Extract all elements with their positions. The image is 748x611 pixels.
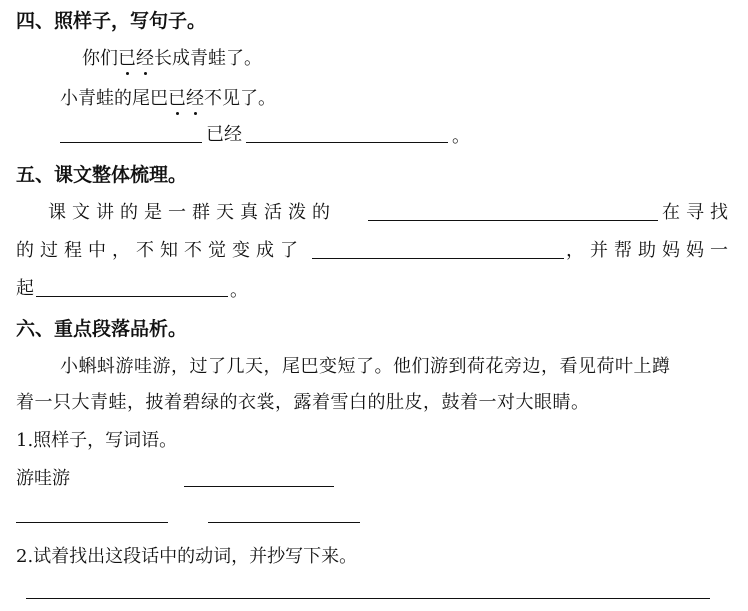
section6-paragraph-line2: 着一只大青蛙，披着碧绿的衣裳，露着雪白的肚皮，鼓着一对大眼睛。: [16, 392, 590, 413]
section5-blank-3[interactable]: [36, 296, 228, 297]
example1-mark-jing: 经: [136, 44, 154, 70]
section5-line3-post: 。: [230, 280, 248, 301]
question-2-answer-line[interactable]: [26, 598, 710, 599]
example2-mark-yi: 已: [168, 84, 186, 110]
section4-fill-mid: 已经: [206, 124, 242, 145]
example-sentence-2: [60, 84, 276, 110]
section5-heading: 五、课文整体梳理。: [16, 164, 188, 186]
example-sentence-1: [82, 44, 262, 70]
example2-post: 不见了。: [204, 88, 276, 109]
section6-paragraph-line1: 小蝌蚪游哇游，过了几天，尾巴变短了。他们游到荷花旁边，看见荷叶上蹲: [60, 356, 671, 377]
question-1: 1.照样子，写词语。: [16, 430, 178, 451]
section5-line2-pre: 的过程中，不知不觉变成了: [16, 240, 304, 261]
section5-blank-1[interactable]: [368, 220, 658, 221]
section4-blank-2[interactable]: [246, 142, 448, 143]
example2-mark-jing: 经: [186, 84, 204, 110]
section4-blank-1[interactable]: [60, 142, 202, 143]
question-2: 2.试着找出这段话中的动词，并抄写下来。: [16, 546, 358, 567]
example2-pre: 小青蛙的尾巴: [60, 88, 168, 109]
question-1-example: 游哇游: [16, 468, 70, 489]
section4-fill-end: 。: [452, 126, 470, 147]
section5-line3-pre: 起: [16, 278, 34, 299]
question-1-blank-2[interactable]: [16, 522, 168, 523]
section6-heading: 六、重点段落品析。: [16, 318, 188, 340]
example1-pre: 你们: [82, 48, 118, 69]
section5-line2-post: ，并帮助妈妈一: [566, 240, 734, 261]
section5-blank-2[interactable]: [312, 258, 564, 259]
section5-line1-pre: 课文讲的是一群天真活泼的: [48, 202, 336, 223]
example1-mark-yi: 已: [118, 44, 136, 70]
question-1-blank-3[interactable]: [208, 522, 360, 523]
section5-line1-post: 在寻找: [662, 202, 734, 223]
question-1-blank-1[interactable]: [184, 486, 334, 487]
section4-heading: 四、照样子，写句子。: [16, 10, 207, 32]
example1-post: 长成青蛙了。: [154, 48, 262, 69]
